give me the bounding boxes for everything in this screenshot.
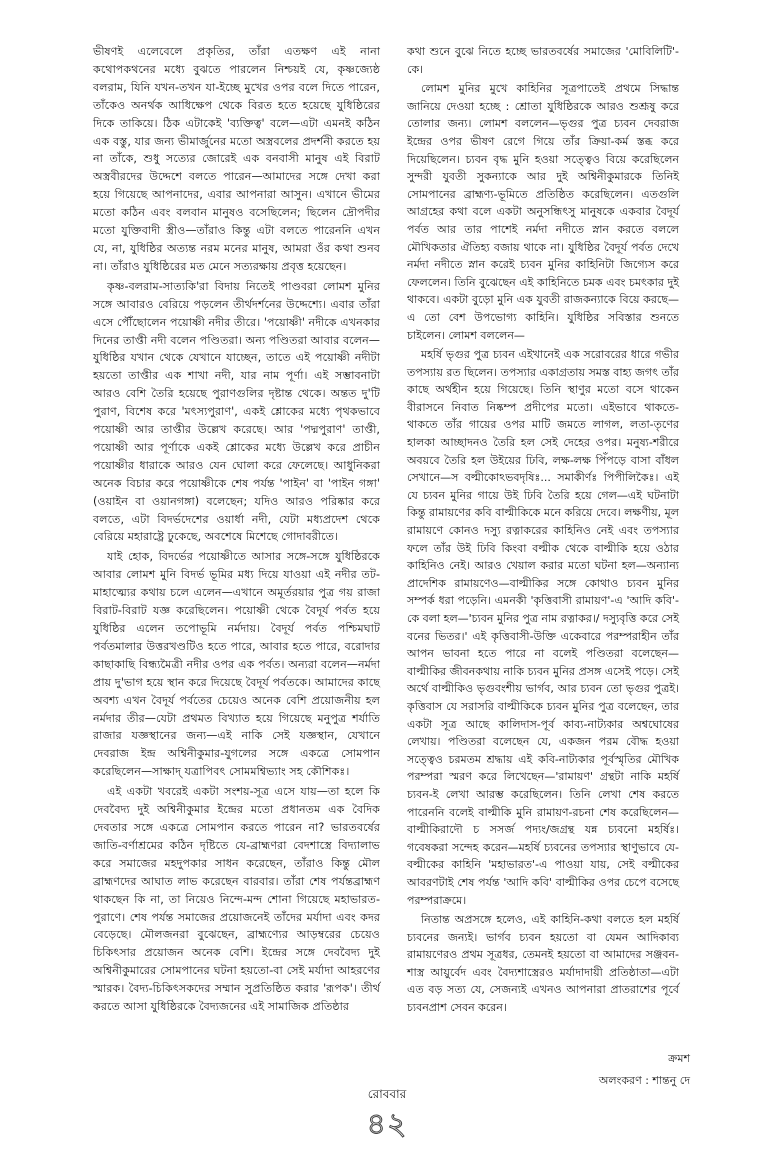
illustration-credit: অলংকরণ : শান্তনু দে bbox=[598, 1074, 690, 1087]
magazine-name: রোববার bbox=[367, 1087, 407, 1101]
continued-label: ক্রমশ bbox=[668, 1052, 690, 1065]
article-paragraph: ভীষণই এলেবেলে প্রকৃতির, তাঁরা এতক্ষণ এই নানা কথোপকথনের মধ্যে বুঝতে পারলেন নিশ্চয়ই যে, কৃষ্ণজ্যেষ্ঠ বলরাম, যিনি যখন-তখন যা-ইচ্ছে মুখের ওপর বলে দিতে পারেন, তাঁকেও অনর্থক আধিক্ষেপ থেকে বিরত হতে হয়েছে যুধিষ্ঠিরের দিকে তাকিয়ে। ঠিক এটাকেই 'ব্যক্তিত্ব' বলে—এটা এমনই কঠিন এক বস্তু, যার জন্য ভীমার্জুনের মতো অস্ত্রবলের প্রদর্শনী করতে হয় না তাঁকে, শুধু সত্যের জোরেই এক বনবাসী মানুষ এই বিরাট অস্ত্রবীরদের উদ্দেশে বলতে পারেন—আমাদের সঙ্গে দেখা করা হয়ে গিয়েছে আপনাদের, এবার আপনারা আসুন। এখানে ভীমের মতো কঠিন এবং বলবান মানুষও বসেছিলেন; ছিলেন দ্রৌপদীর মতো যুক্তিবাদী স্ত্রীও—তাঁরাও কিন্তু এটা বলতে পারেননি এখন যে, না, যুধিষ্ঠির অত্যন্ত নরম মনের মানুষ, আমরা ওঁর কথা শুনব না। তাঁরাও যুধিষ্ঠিরের মত মেনে সত্যরক্ষায় প্রবৃত্ত হয়েছেন। bbox=[93, 45, 380, 273]
right-column bbox=[407, 43, 679, 1017]
page-number: ৪২ bbox=[366, 1107, 408, 1142]
article-paragraph: লোমশ মুনির মুখে কাহিনির সূত্রপাতেই প্রথমে সিদ্ধান্ত জানিয়ে দেওয়া হচ্ছে : শ্রোতা যুধিষ্ঠিরকে আরও শুশ্রূষু করে তোলার জন্য। লোমশ বললেন—ভৃগুর পুত্র চ্যবন দেবরাজ ইন্দ্রের ওপর ভীষণ রেগে গিয়ে তাঁর ক্রিয়া-কর্ম স্তব্ধ করে দিয়েছিলেন। চ্যবন বৃদ্ধ মুনি হওয়া সত্ত্বেও বিয়ে করেছিলেন সুন্দরী যুবতী সুকন্যাকে আর দুই অশ্বিনীকুমারকে তিনিই সোমপানের ব্রাহ্মণ্য-ভূমিতে প্রতিষ্ঠিত করেছিলেন। এতগুলি আগ্রহের কথা বলে একটা অনুসন্ধিৎসু মানুষকে একবার বৈদূর্য পর্বত আর তার পাশেই নর্মদা নদীতে স্নান করতে বললে মৌখিকতার ঐতিহ্য বজায় থাকে না। যুধিষ্ঠির বৈদূর্য পর্বত দেখে নর্মদা নদীতে স্নান করেই চ্যবন মুনির কাহিনিটা জিগ্যেস করে ফেললেন। তিনি বুঝেছেন এই কাহিনিতে চমক এবং চমৎকার দুই থাকবে। একটা বুড়ো মুনি এক যুবতী রাজকন্যাকে বিয়ে করছে—এ তো বেশ উপভোগ্য কাহিনি। যুধিষ্ঠির সবিস্তার শুনতে চাইলেন। লোমশ বললেন— bbox=[407, 82, 679, 342]
left-column bbox=[93, 43, 380, 1016]
article-paragraph: এই একটা খবরেই একটা সংশয়-সূত্র এসে যায়—তা হলে কি দেববৈদ্য দুই অশ্বিনীকুমার ইন্দ্রের মতো প্রধানতম এক বৈদিক দেবতার সঙ্গে একত্রে সোমপান করতে পারেন না? ভারতবর্ষের জাতি-বর্ণাশ্রমের কঠিন দৃষ্টিতে যে-ব্রাহ্মণরা বেদশাস্ত্রে বিদ্যালাভ করে সমাজের মহদুপকার সাধন করেছেন, তাঁরাও কিন্তু মৌল ব্রাহ্মণদের আঘাত লাভ করেছেন বারবার। তাঁরা শেষ পর্যন্তব্রাহ্মণ থাকছেন কি না, তা নিয়েও নিন্দে-মন্দ শোনা গিয়েছে মহাভারত-পুরাণে। শেষ পর্যন্ত সমাজের প্রয়োজনেই তাঁদের মর্যাদা এবং কদর বেড়েছে। মৌলজনরা বুঝেছেন, ব্রাহ্মণ্যের আড়ম্বরের চেয়েও চিকিৎসার প্রয়োজন অনেক বেশি। ইন্দ্রের সঙ্গে দেববৈদ্য দুই অশ্বিনীকুমারের সোমপানের ঘটনা হয়তো-বা সেই মর্যাদা আহরণের স্মারক। বৈদ্য-চিকিৎসকদের সম্মান সুপ্রতিষ্ঠিত করার 'রূপক'। তীর্থ করতে আসা যুধিষ্ঠিরকে বৈদ্যজনের এই সামাজিক প্রতিষ্ঠার bbox=[93, 785, 380, 1014]
article-paragraph: কথা শুনে বুঝে নিতে হচ্ছে ভারতবর্ষের সমাজের 'মোবিলিটি'-কে। bbox=[407, 45, 679, 76]
article-paragraph: মহর্ষি ভৃগুর পুত্র চ্যবন এইখানেই এক সরোবরের ধারে গভীর তপস্যায় রত ছিলেন। তপস্যার একাগ্রতায় সমস্ত বাহ্য জগৎ তাঁর কাছে অর্থহীন হয়ে গিয়েছে। তিনি স্থাণুর মতো বসে থাকেন বীরাসনে নিবাত নিষ্কম্প প্রদীপের মতো। এইভাবে থাকতে-থাকতে তাঁর গায়ের ওপর মাটি জমতে লাগল, লতা-তৃণের হালকা আচ্ছাদনও তৈরি হল সেই দেহের ওপর। মনুষ্য-শরীরে অবয়বে তৈরি হল উইয়ের ঢিবি, লক্ষ-লক্ষ পিঁপড়ে বাসা বাঁধল সেখানে—স বল্মীকোঽভবদৃষিঃ... সমাকীর্ণঃ পিপীলিকৈঃ। এই যে চ্যবন মুনির গায়ে উই ঢিবি তৈরি হয়ে গেল—এই ঘটনাটা কিন্তু রামায়ণের কবি বাল্মীকিকে মনে করিয়ে দেবে। লক্ষণীয়, মূল রামায়ণে কোনও দস্যু রত্নাকরের কাহিনিও নেই এবং তপস্যার ফলে তাঁর উই ঢিবি কিংবা বল্মীক থেকে বাল্মীকি হয়ে ওঠার কাহিনিও নেই। আরও খেয়াল করার মতো ঘটনা হল—অন্যান্য প্রাদেশিক রামায়ণেও—বাল্মীকির সঙ্গে কোথাও চ্যবন মুনির সম্পর্ক ধরা পড়েনি। এমনকী 'কৃত্তিবাসী রামায়ণ'-এ 'আদি কবি'-কে বলা হল—'চ্যবন মুনির পুত্র নাম রত্নাকর।/ দস্যুবৃত্তি করে সেই বনের ভিতর।' এই কৃত্তিবাসী-উক্তি একেবারে পরম্পরাহীন তাঁর আপন ভাবনা হতে পারে না বলেই পণ্ডিতরা বলেছেন—বাল্মীকির জীবনকথায় নাকি চ্যবন মুনির প্রসঙ্গ এসেই পড়ে। সেই অর্থে বাল্মীকিও ভৃগুবংশীয় ভার্গব, আর চ্যবন তো ভৃগুর পুত্রই। কৃত্তিবাস যে সরাসরি বাল্মীকিকে চ্যবন মুনির পুত্র বলেছেন, তার একটা সূত্র আছে কালিদাস-পূর্ব কাব্য-নাট্যকার অশ্বঘোষের লেখায়। পণ্ডিতরা বলেছেন যে, একজন পরম বৌদ্ধ হওয়া সত্ত্বেও চরমতম শ্রদ্ধায় এই কবি-নাট্যকার পূর্বস্মৃতির মৌখিক পরম্পরা স্মরণ করে লিখেছেন—'রামায়ণ' গ্রন্থটা নাকি মহর্ষি চ্যবন-ই লেখা আরম্ভ করেছিলেন। তিনি লেখা শেষ করতে পারেননি বলেই বাল্মীকি মুনি রামায়ণ-রচনা শেষ করেছিলেন—বাল্মীকিরাদৌ চ সসর্জ পদ্যং/জগ্রন্থ যন্ন চ্যবনো মহর্ষিঃ। গবেষকরা সন্দেহ করেন—মহর্ষি চ্যবনের তপস্যার স্থাণুভাবে যে-বল্মীকের কাহিনি 'মহাভারত'-এ পাওয়া যায়, সেই বল্মীকের আবরণটাই শেষ পর্যন্ত 'আদি কবি' বাল্মীকির ওপর চেপে বসেছে পরম্পরাক্রমে। bbox=[407, 348, 679, 907]
article-endnote bbox=[560, 1048, 690, 1092]
article-paragraph: নিতান্ত অপ্রসঙ্গে হলেও, এই কাহিনি-কথা বলতে হল মহর্ষি চ্যবনের জন্যই। ভার্গব চ্যবন হয়তো বা যেমন আদিকাব্য রামায়ণেরও প্রথম সূত্রধর, তেমনই হয়তো বা আমাদের সঞ্জবন-শাস্ত্র আয়ুর্বেদ এবং বৈদ্যশাস্ত্রেরও মর্যাদাদায়ী প্রতিষ্ঠাতা—এটা এত বড় সত্য যে, সেজন্যই এখনও আপনারা প্রাতরাশের পূর্বে চ্যবনপ্রাশ সেবন করেন। bbox=[407, 913, 679, 1015]
article-paragraph: কৃষ্ণ-বলরাম-সাত্যকি'রা বিদায় নিতেই পাণ্ডবরা লোমশ মুনির সঙ্গে আবারও বেরিয়ে পড়লেন তীর্থদর্শনের উদ্দেশ্যে। এবার তাঁরা এসে পৌঁছোলেন পয়োষ্ণী নদীর তীরে। 'পয়োষ্ণী' নদীকে এখনকার দিনের তাপ্তী নদী বলেন পণ্ডিতরা। অন্য পণ্ডিতরা আবার বলেন—যুধিষ্ঠির যখান থেকে যেখানে যাচ্ছেন, তাতে এই পয়োষ্ণী নদীটা হয়তো তাপ্তীর এক শাখা নদী, যার নাম পূর্ণা। এই সম্ভাবনাটা আরও বেশি তৈরি হয়েছে পুরাণগুলির দৃষ্টান্ত থেকে। অন্তত দু'টি পুরাণ, বিশেষ করে 'মৎস্যপুরাণ', একই শ্লোকের মধ্যে পৃথকভাবে পয়োষ্ণী আর তাপ্তীর উল্লেখ করেছে। আর 'পদ্মপুরাণ' তাপ্তী, পয়োষ্ণী আর পূর্ণাকে একই শ্লোকের মধ্যে উল্লেখ করে প্রাচীন পয়োষ্ণীর ধারাকে আরও যেন ঘোলা করে ফেলেছে। আধুনিকরা অনেক বিচার করে পয়োষ্ণীকে শেষ পর্যন্ত 'পাইন' বা 'পাইন গঙ্গা' (ওয়াইন বা ওয়ানগঙ্গা) বলেছেন; যদিও আরও পরিষ্কার করে বলতে, এটা বিদর্ভদেশের ওয়ার্ধা নদী, যেটা মধ্যপ্রদেশ থেকে বেরিয়ে মহারাষ্ট্রে ঢুকেছে, অবশেষে মিশেছে গোদাবরীতে। bbox=[93, 279, 380, 544]
article-paragraph: যাই হোক, বিদর্ভের পয়োষ্ণীতে আসার সঙ্গে-সঙ্গে যুধিষ্ঠিরকে আবার লোমশ মুনি বিদর্ভ ভূমির মধ্য দিয়ে যাওয়া এই নদীর তট-মাহাত্ম্যের কথায় চলে এলেন—এখানে অমূর্তরয়ার পুত্র গয় রাজা বিরাট-বিরাট যজ্ঞ করেছিলেন। পয়োষ্ণী থেকে বৈদূর্য পর্বত হয়ে যুধিষ্ঠির এলেন তপোভূমি নর্মদায়। বৈদূর্য পর্বত পশ্চিমঘাট পর্বতমালার উত্তরখণ্ডটিও হতে পারে, আবার হতে পারে, বরোদার কাছাকাছি বিন্ধ্যমৈত্রী নদীর ওপর এক পর্বত। অন্যরা বলেন—নর্মদা প্রায় দু'ভাগ হয়ে স্থান করে দিয়েছে বৈদূর্য পর্বতকে। আমাদের কাছে অবশ্য এখন বৈদূর্য পর্বতের চেয়েও অনেক বেশি প্রয়োজনীয় হল নর্মদার তীর—যেটা প্রথমত বিখ্যাত হয়ে গিয়েছে মনুপুত্র শর্যাতি রাজার যজ্ঞস্থানের জন্য—এই নাকি সেই যজ্ঞস্থান, যেখানে দেবরাজ ইন্দ্র অশ্বিনীকুমার-যুগলের সঙ্গে একত্রে সোমপান করেছিলেন—সাক্ষাদ্ যত্রাপিবৎ সোমমশ্বিভ্যাং সহ কৌশিকঃ। bbox=[93, 550, 380, 779]
